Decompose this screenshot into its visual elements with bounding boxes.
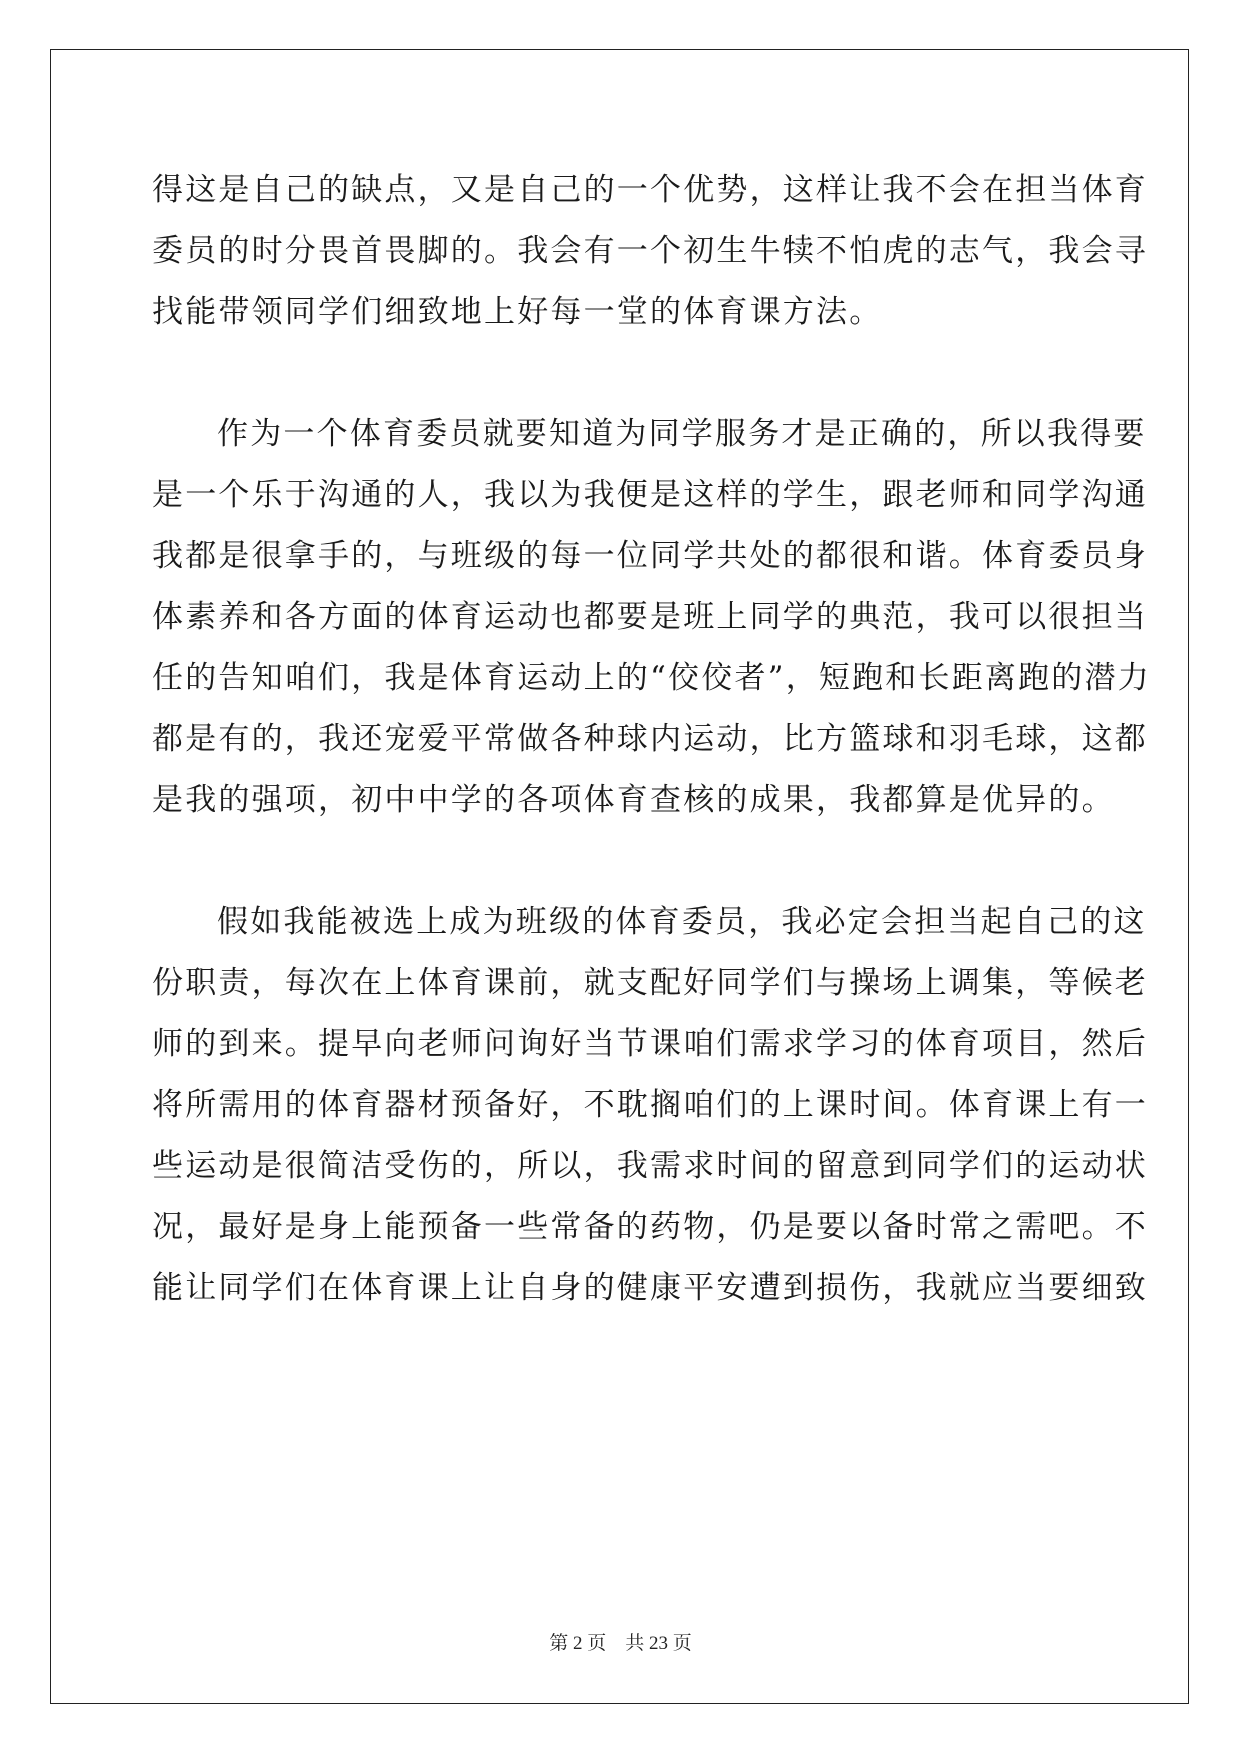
- text-line: 委员的时分畏首畏脚的。我会有一个初生牛犊不怕虎的志气，我会寻: [152, 233, 1148, 269]
- text-line: 是一个乐于沟通的人，我以为我便是这样的学生，跟老师和同学沟通: [152, 477, 1148, 513]
- document-body: [152, 160, 1151, 1319]
- page-number-text: 第 2 页 共 23 页: [549, 1633, 692, 1654]
- text-line: 作为一个体育委员就要知道为同学服务才是正确的，所以我得要: [217, 416, 1147, 452]
- text-line: 些运动是很简洁受伤的，所以，我需求时间的留意到同学们的运动状: [152, 1148, 1148, 1184]
- text-line: 任的告知咱们，我是体育运动上的“佼佼者”，短跑和长距离跑的潜力: [152, 660, 1151, 696]
- text-line: 体素养和各方面的体育运动也都要是班上同学的典范，我可以很担当: [152, 599, 1148, 635]
- text-line: 找能带领同学们细致地上好每一堂的体育课方法。: [152, 294, 883, 330]
- text-line: 我都是很拿手的，与班级的每一位同学共处的都很和谐。体育委员身: [152, 538, 1148, 574]
- text-line: 将所需用的体育器材预备好，不耽搁咱们的上课时间。体育课上有一: [152, 1087, 1148, 1123]
- page-number: [0, 1628, 1241, 1655]
- text-line: 师的到来。提早向老师问询好当节课咱们需求学习的体育项目，然后: [152, 1026, 1148, 1062]
- text-line: 是我的强项，初中中学的各项体育查核的成果，我都算是优异的。: [152, 782, 1115, 818]
- text-line: 假如我能被选上成为班级的体育委员，我必定会担当起自己的这: [217, 904, 1147, 940]
- text-line: 况，最好是身上能预备一些常备的药物，仍是要以备时常之需吧。不: [152, 1209, 1148, 1245]
- text-line: 都是有的，我还宠爱平常做各种球内运动，比方篮球和羽毛球，这都: [152, 721, 1148, 757]
- text-line: 得这是自己的缺点，又是自己的一个优势，这样让我不会在担当体育: [152, 172, 1148, 208]
- text-line: 能让同学们在体育课上让自身的健康平安遭到损伤，我就应当要细致: [152, 1270, 1148, 1306]
- text-line: 份职责，每次在上体育课前，就支配好同学们与操场上调集，等候老: [152, 965, 1148, 1001]
